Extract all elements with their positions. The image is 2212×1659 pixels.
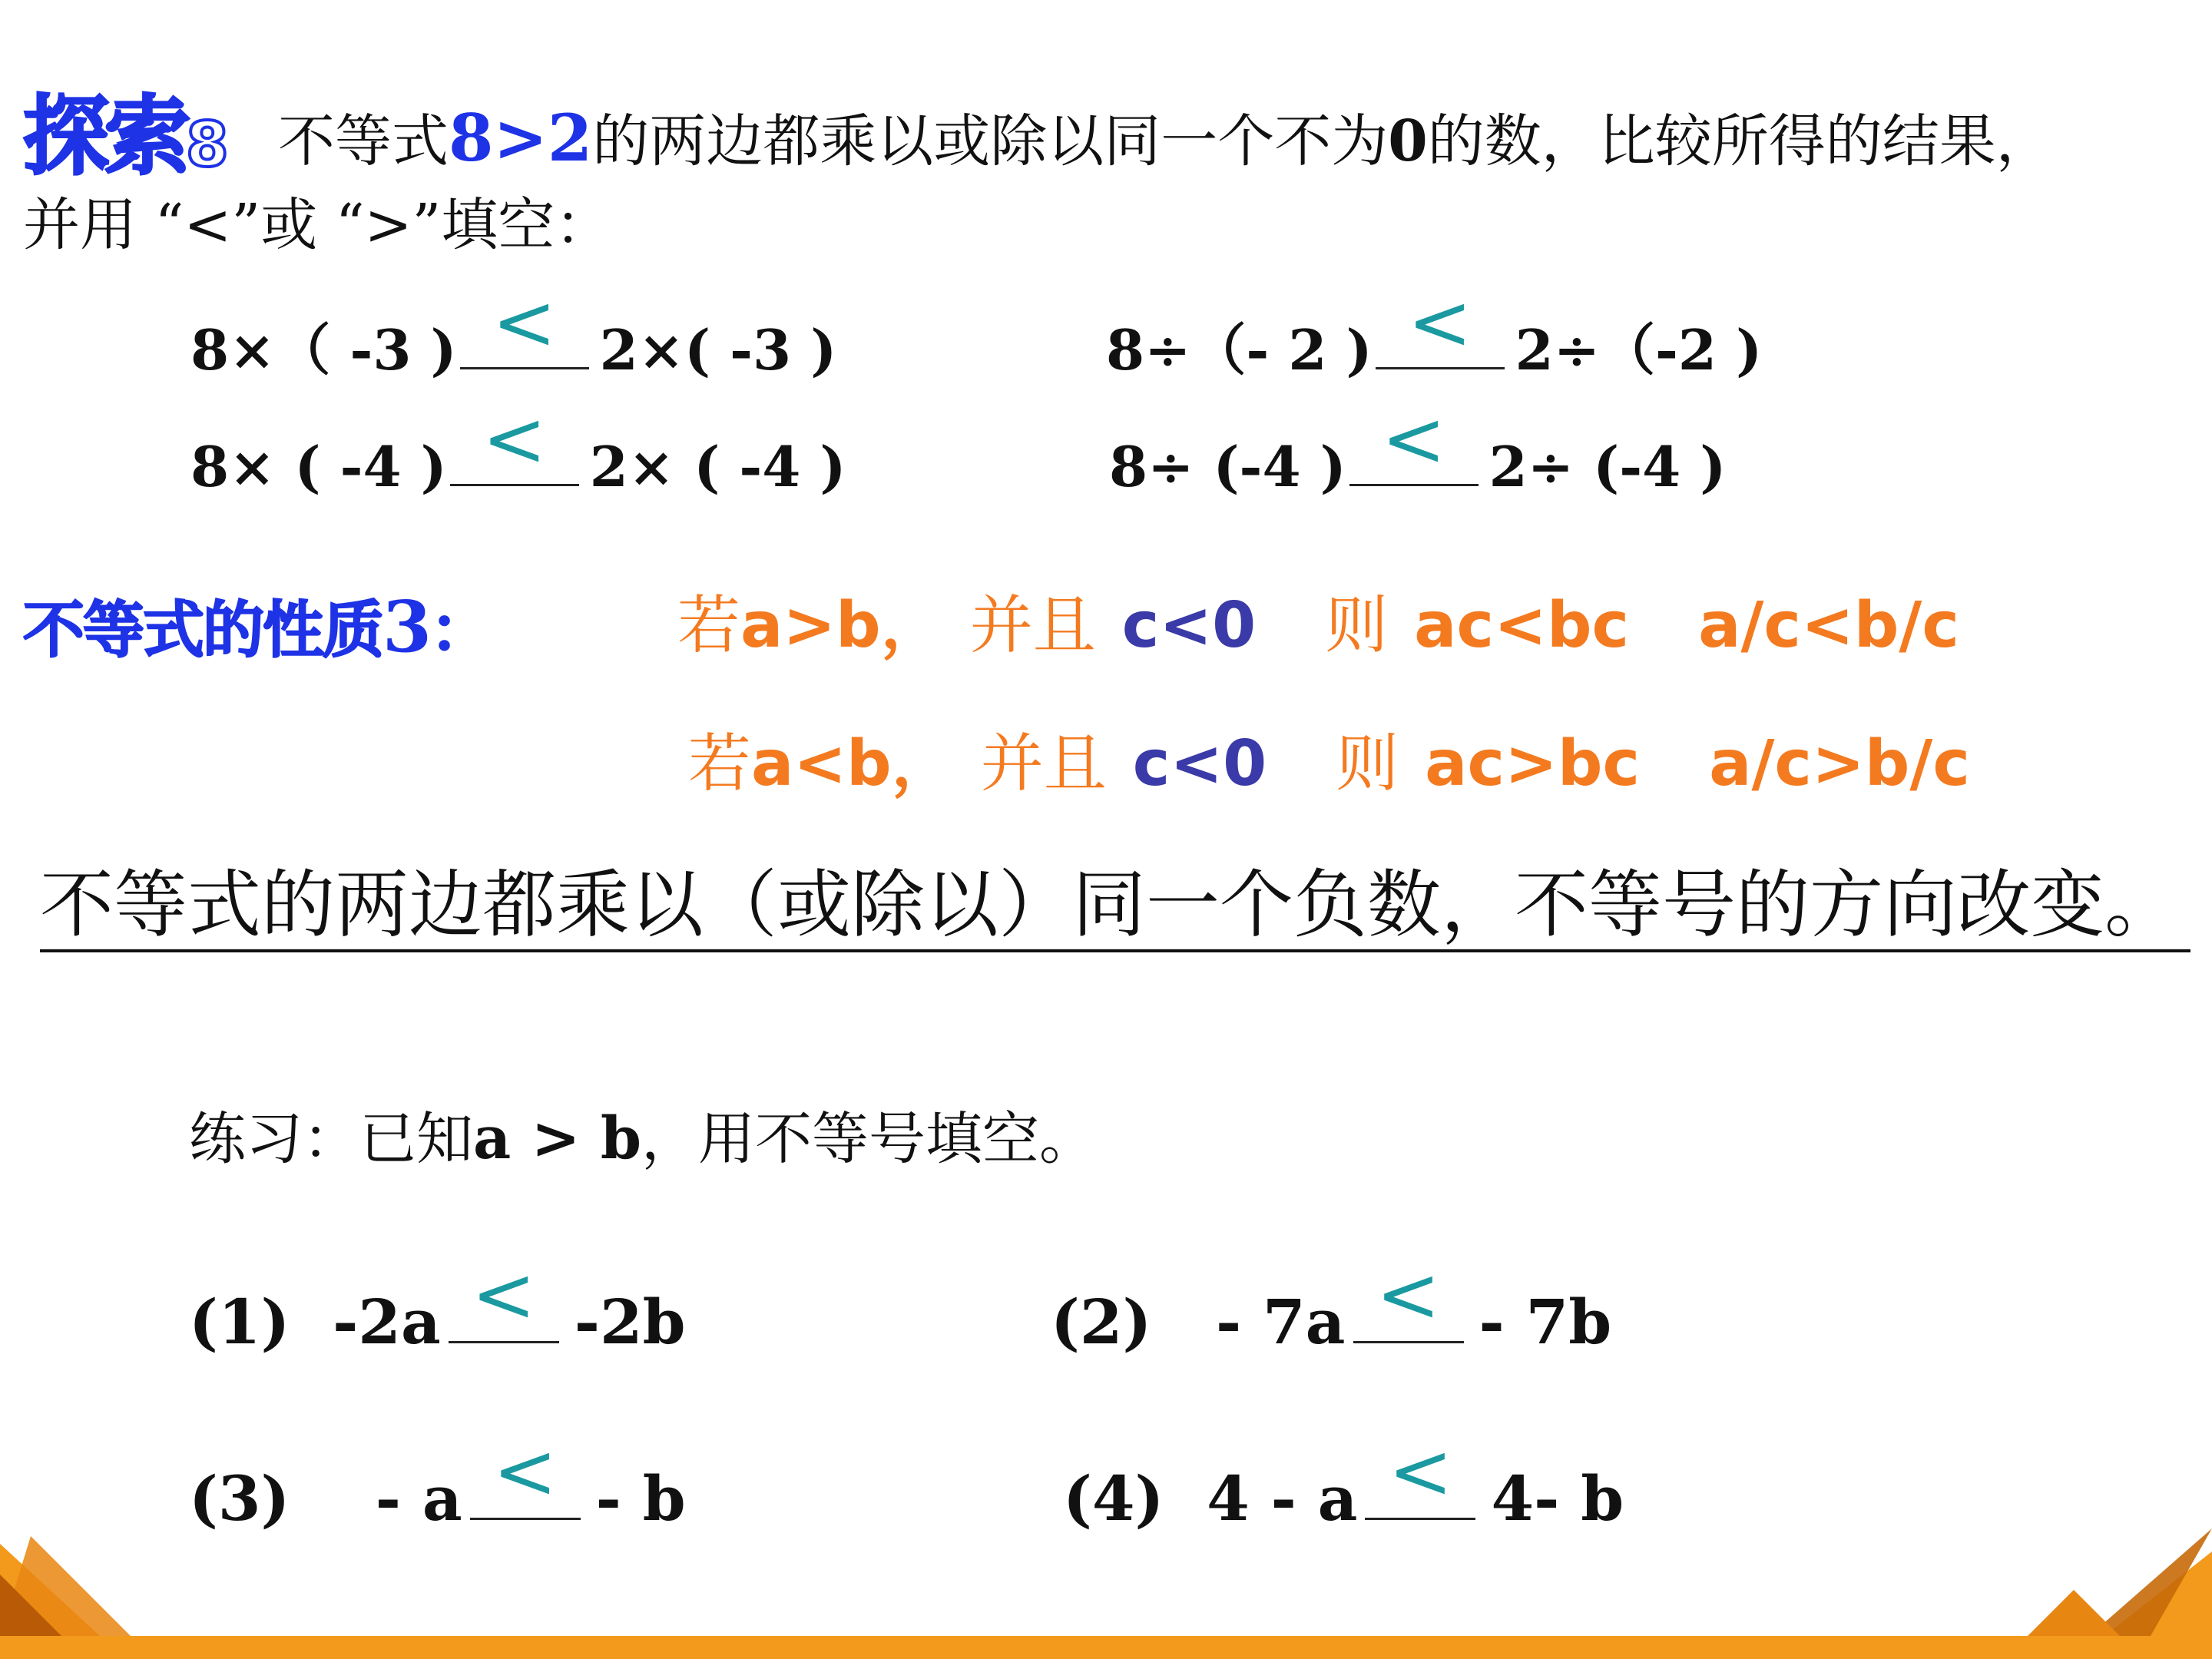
rule-underline: [40, 949, 2190, 952]
intro-line-1: 不等式8>2的两边都乘以或除以同一个不为0的数，比较所得的结果，: [278, 100, 2053, 176]
answer-blank: <: [1353, 1280, 1464, 1343]
answer-blank: <: [460, 312, 589, 369]
equation-2: 8÷（- 2 ) < 2÷（-2 ): [1106, 277, 1763, 382]
practice-item-4: (4) 4 - a < 4- b: [1063, 1426, 1624, 1535]
practice-item-2: (2) - 7a < - 7b: [1051, 1250, 1612, 1358]
practice-item-3: (3) - a < - b: [189, 1426, 686, 1535]
property-3-line-1: 若a>b， 并且 c<0 则 ac<bc a/c<b/c: [677, 589, 1959, 662]
property-3-line-2: 若a<b， 并且 c<0 则 ac>bc a/c>b/c: [688, 727, 1970, 800]
answer-blank: <: [470, 1456, 581, 1520]
explore-colon-mark: 8: [186, 109, 229, 180]
equation-1: 8×（ -3 ) < 2×( -3 ): [190, 277, 837, 382]
intro-line-2: 并用 “<”或 “>”填空：: [23, 192, 612, 258]
explore-tag: 探索8: [23, 87, 229, 187]
answer-blank: <: [1365, 1456, 1475, 1520]
answer-blank: <: [1349, 429, 1479, 486]
footer-bar: [0, 1636, 2212, 1659]
equation-3: 8× ( -4 ) < 2× ( -4 ): [190, 394, 846, 499]
property-3-label: 不等式的性质3：: [23, 585, 491, 668]
answer-blank: <: [1376, 312, 1505, 369]
answer-blank: <: [449, 1280, 559, 1343]
equation-4: 8÷ (-4 ) < 2÷ (-4 ): [1109, 394, 1727, 499]
answer-blank: <: [450, 429, 579, 486]
rule-sentence: 不等式的两边都乘以（或除以）同一个负数，不等号的方向改变。: [40, 862, 2178, 948]
practice-prompt: 练习：已知a > b，用不等号填空。: [189, 1104, 1096, 1172]
pyramid-right-small: [2028, 1590, 2120, 1636]
practice-item-1: (1) -2a < -2b: [189, 1250, 686, 1358]
decorative-footer: [0, 1528, 2212, 1659]
